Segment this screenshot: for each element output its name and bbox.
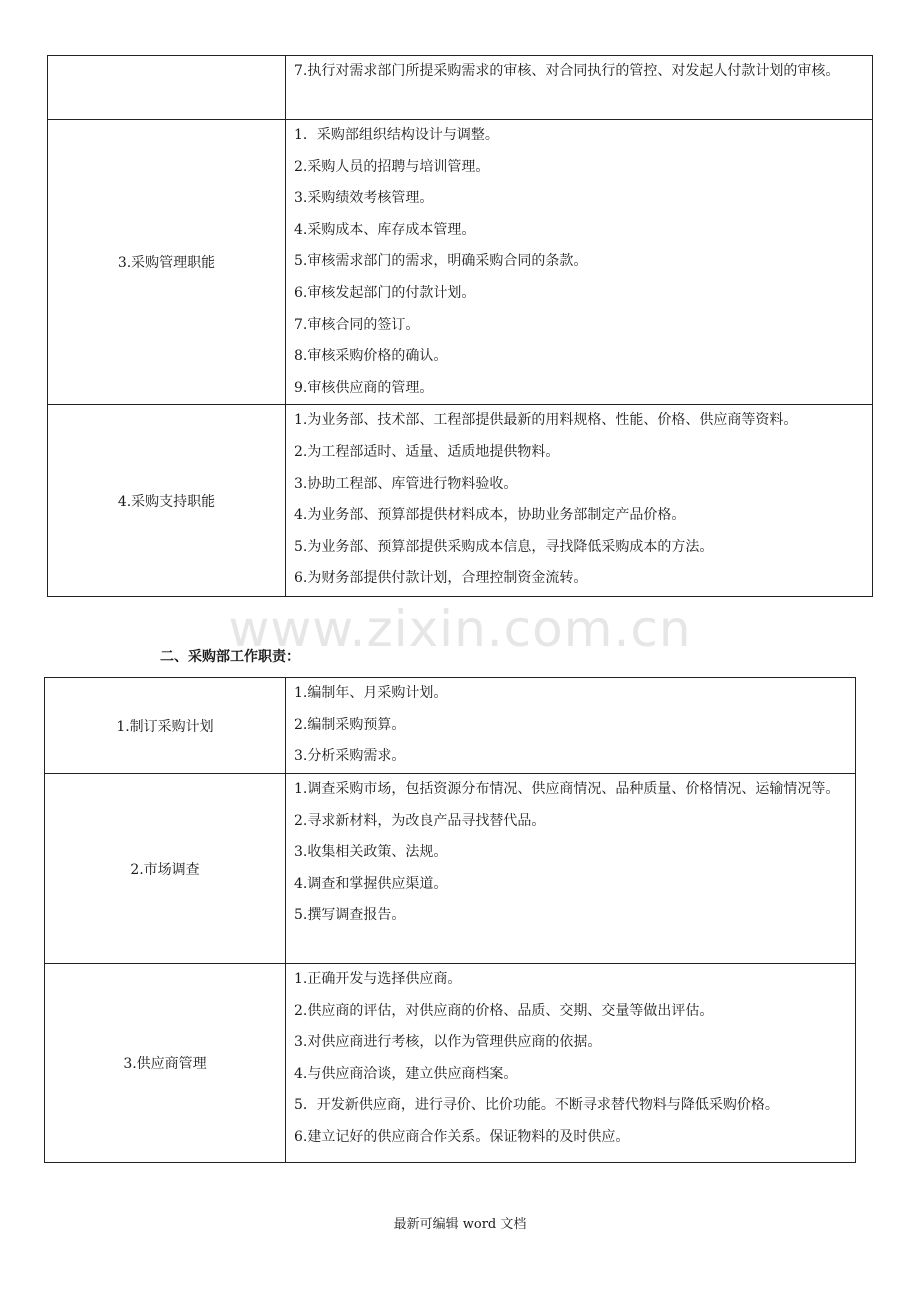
list-item: 3.协助工程部、库管进行物料验收。 (294, 475, 518, 492)
watermark: www.zixin.com.cn (228, 600, 692, 658)
table-row (45, 678, 856, 774)
duty-label: 2.市场调查 (45, 774, 286, 964)
procurement-duties-table (44, 677, 856, 1163)
function-label (48, 56, 286, 120)
list-item: 6.审核发起部门的付款计划。 (294, 284, 476, 301)
list-item: 1.编制年、月采购计划。 (294, 685, 448, 701)
list-item: 5.撰写调查报告。 (294, 907, 406, 924)
list-item: 7.审核合同的签订。 (294, 316, 420, 333)
list-item: 4.为业务部、预算部提供材料成本，协助业务部制定产品价格。 (294, 507, 686, 524)
list-item: 9.审核供应商的管理。 (294, 379, 434, 396)
list-item: 1.为业务部、技术部、工程部提供最新的用料规格、性能、价格、供应商等资料。 (294, 412, 798, 429)
procurement-functions-table (47, 55, 873, 597)
list-item: 4.采购成本、库存成本管理。 (294, 221, 476, 238)
list-item: 5．开发新供应商，进行寻价、比价功能。不断寻求替代物料与降低采购价格。 (294, 1097, 779, 1114)
list-item: 3.采购绩效考核管理。 (294, 190, 434, 207)
list-item: 1．采购部组织结构设计与调整。 (294, 127, 499, 143)
table-row (48, 56, 873, 120)
list-item: 5.为业务部、预算部提供采购成本信息，寻找降低采购成本的方法。 (294, 538, 714, 555)
table-row (45, 964, 856, 1163)
duty-label: 1.制订采购计划 (45, 678, 286, 774)
list-item: 3.收集相关政策、法规。 (294, 844, 448, 861)
duty-items (286, 774, 856, 964)
list-item: 1.正确开发与选择供应商。 (294, 971, 462, 987)
table-row (48, 405, 873, 597)
list-item: 2.寻求新材料，为改良产品寻找替代品。 (294, 812, 546, 829)
duty-label: 3.供应商管理 (45, 964, 286, 1163)
list-item: 3.分析采购需求。 (294, 748, 406, 765)
duty-items (286, 964, 856, 1163)
page-footer: 最新可编辑 word 文档 (393, 1217, 527, 1232)
section-heading: 二、采购部工作职责： (160, 649, 300, 665)
function-label: 4.采购支持职能 (48, 405, 286, 597)
list-item: 1.调查采购市场，包括资源分布情况、供应商情况、品种质量、价格情况、运输情况等。 (294, 781, 840, 797)
list-item: 6.建立记好的供应商合作关系。保证物料的及时供应。 (294, 1128, 630, 1145)
list-item: 2.为工程部适时、适量、适质地提供物料。 (294, 443, 560, 460)
list-item: 2.供应商的评估，对供应商的价格、品质、交期、交量等做出评估。 (294, 1002, 714, 1019)
list-item: 2.编制采购预算。 (294, 716, 406, 733)
duty-items (286, 678, 856, 774)
list-item: 8.审核采购价格的确认。 (294, 348, 448, 365)
function-items (286, 56, 873, 120)
list-item: 5.审核需求部门的需求，明确采购合同的条款。 (294, 253, 588, 270)
list-item: 3.对供应商进行考核，以作为管理供应商的依据。 (294, 1034, 602, 1051)
list-item: 6.为财务部提供付款计划，合理控制资金流转。 (294, 570, 588, 587)
table-row (48, 120, 873, 405)
list-item: 2.采购人员的招聘与培训管理。 (294, 158, 490, 175)
function-label: 3.采购管理职能 (48, 120, 286, 405)
list-item: 7.执行对需求部门所提采购需求的审核、对合同执行的管控、对发起人付款计划的审核。 (294, 63, 840, 79)
list-item: 4.与供应商洽谈，建立供应商档案。 (294, 1065, 518, 1082)
function-items (286, 405, 873, 597)
table-row (45, 774, 856, 964)
list-item: 4.调查和掌握供应渠道。 (294, 875, 448, 892)
function-items (286, 120, 873, 405)
